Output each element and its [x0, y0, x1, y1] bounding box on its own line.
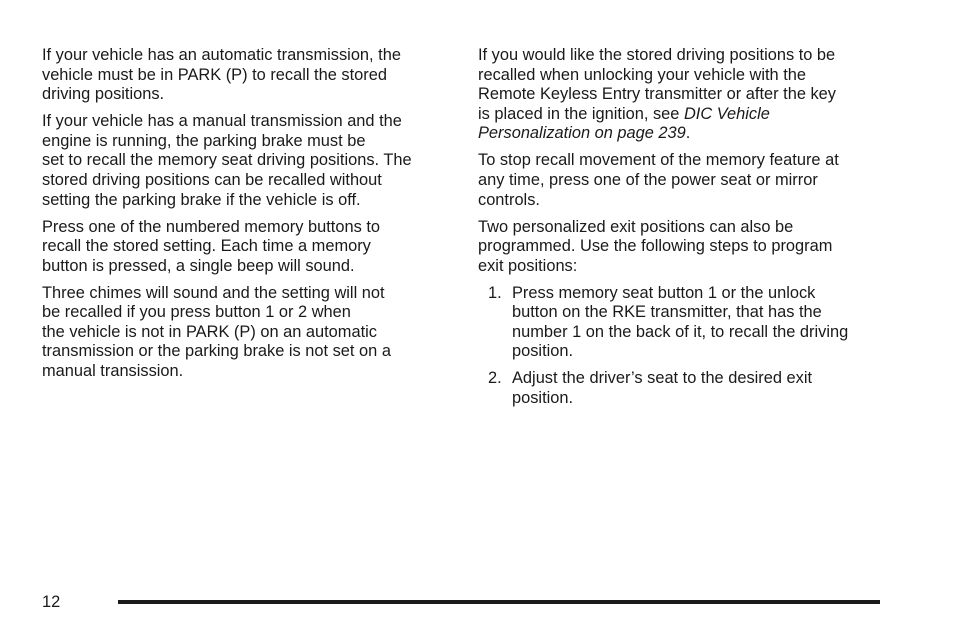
paragraph-remote-keyless-recall — [478, 46, 888, 144]
text-line: position. — [512, 389, 574, 408]
text-line: driving positions. — [42, 85, 165, 104]
text-line: engine is running, the parking brake must be — [42, 131, 366, 150]
text-line: Adjust the driver’s seat to the desired exit — [512, 369, 813, 388]
text-line: vehicle must be in PARK (P) to recall the stored — [42, 65, 387, 84]
step-number: 2. — [488, 369, 502, 388]
text-line: To stop recall movement of the memory feature at — [478, 151, 839, 170]
text-line: manual transission. — [42, 362, 184, 381]
list-item — [478, 369, 888, 408]
paragraph-memory-buttons — [42, 218, 454, 277]
text-line: button is pressed, a single beep will sound. — [42, 256, 355, 275]
text-line: Remote Keyless Entry transmitter or after the key — [478, 85, 836, 104]
text-line: If your vehicle has a manual transmission and the — [42, 112, 402, 131]
paragraph-exit-positions — [478, 218, 888, 277]
text-line: If you would like the stored driving positions to be — [478, 46, 836, 64]
text-line: recall the stored setting. Each time a memory — [42, 237, 371, 256]
text-fragment: is placed in the ignition, see — [478, 104, 684, 123]
text-line: number 1 on the back of it, to recall the driving — [512, 322, 849, 341]
text-line: If your vehicle has an automatic transmission, the — [42, 46, 401, 64]
text-line — [478, 124, 888, 144]
text-line: set to recall the memory seat driving positions. The — [42, 151, 412, 170]
paragraph-three-chimes — [42, 284, 454, 382]
page-number: 12 — [42, 593, 61, 611]
list-item — [478, 284, 888, 362]
text-line: Press memory seat button 1 or the unlock — [512, 283, 816, 302]
text-line: transmission or the parking brake is not set on a — [42, 342, 391, 361]
text-line: controls. — [478, 190, 540, 209]
text-line: exit positions: — [478, 256, 578, 275]
text-line: be recalled if you press button 1 or 2 when — [42, 303, 351, 322]
paragraph-automatic-transmission — [42, 46, 454, 105]
text-line: the vehicle is not in PARK (P) on an automatic — [42, 322, 377, 341]
left-column — [42, 46, 454, 389]
text-line: Press one of the numbered memory buttons to — [42, 217, 381, 236]
cross-reference-link[interactable]: DIC Vehicle — [683, 104, 770, 123]
text-line — [478, 105, 888, 125]
text-fragment: . — [685, 124, 691, 143]
paragraph-manual-transmission — [42, 112, 454, 210]
text-line: stored driving positions can be recalled without — [42, 170, 382, 189]
text-line: recalled when unlocking your vehicle with the — [478, 65, 806, 84]
paragraph-stop-recall — [478, 151, 888, 210]
text-line: Three chimes will sound and the setting will not — [42, 283, 385, 302]
text-line: setting the parking brake if the vehicle is off. — [42, 190, 361, 209]
text-line: programmed. Use the following steps to program — [478, 237, 833, 256]
cross-reference-link[interactable]: Personalization on page 239 — [478, 124, 686, 143]
text-line: any time, press one of the power seat or mirror — [478, 170, 818, 189]
steps-list — [478, 284, 888, 409]
text-line: Two personalized exit positions can also be — [478, 217, 794, 236]
footer-divider — [118, 600, 880, 604]
step-number: 1. — [488, 283, 502, 302]
right-column — [478, 46, 888, 416]
text-line: button on the RKE transmitter, that has the — [512, 303, 822, 322]
text-line: position. — [512, 342, 574, 361]
